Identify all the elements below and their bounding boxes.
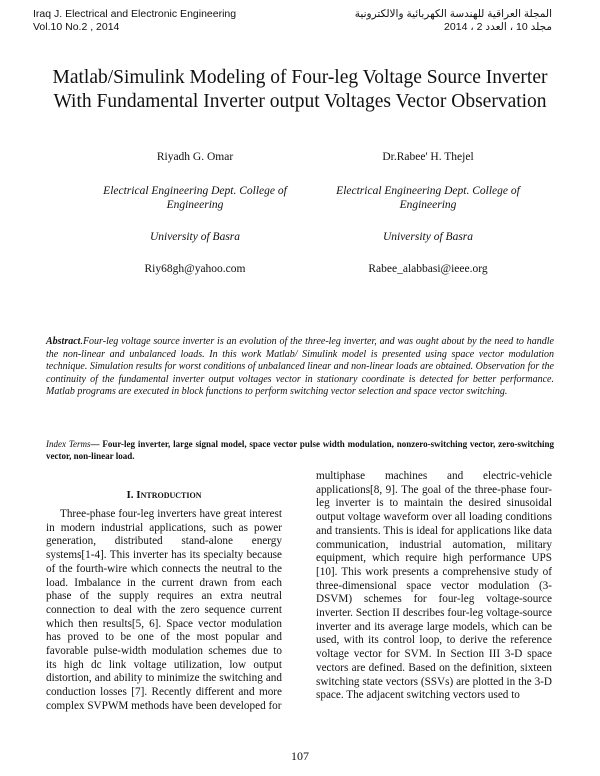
journal-name-arabic: المجلة العراقية للهندسة الكهربائية والالكترونية <box>354 8 552 20</box>
author-block-1 <box>85 150 305 276</box>
author-name: Riyadh G. Omar <box>156 151 234 163</box>
index-terms-text: Four-leg inverter, large signal model, space vector pulse width modulation, nonzero-switching vector, zero-switching vector, non-linear load. <box>46 439 555 461</box>
section-heading-text: I. Introduction <box>126 489 202 501</box>
author-university: University of Basra <box>149 231 241 243</box>
abstract <box>46 336 554 399</box>
journal-volume-arabic: مجلد 10 ، العدد 2 ، 2014 <box>444 21 552 33</box>
author-affiliation: Electrical Engineering Dept. College of Engineering <box>336 185 520 211</box>
author-affiliation: Electrical Engineering Dept. College of Engineering <box>103 185 287 211</box>
index-terms <box>46 438 554 462</box>
body-column-right: multiphase machines and electric-vehicle applications[8, 9]. The goal of the three-phase four-leg inverter is to maintain the desired sinusoidal output voltage waveform over all loading conditions and transients. This is ideal for applications like data communication, industrial automation, military equipment, which require high performance UPS [10]. This work presents a comprehensive study of three-dimensional space vector modulation (3-DSVM) schemes for four-leg voltage-source inverter. Section II describes four-leg voltage-source inverter and its average large models, which can be used, with its control loop, to derive the reference voltage vector for SVM. In Section III 3-D space vectors are defined. Based on the definition, sixteen switching state vectors (SSVs) are plotted in the 3-D space. The adjacent switching vectors used to <box>316 470 552 702</box>
author-name: Dr.Rabee' H. Thejel <box>382 151 474 163</box>
author-block-2 <box>318 150 538 276</box>
page-number: 107 <box>291 749 309 763</box>
journal-name: Iraq J. Electrical and Electronic Engineering <box>33 8 237 20</box>
paper-title: Matlab/Simulink Modeling of Four-leg Voltage Source Inverter With Fundamental Inverter output Voltages Vector Observation <box>52 67 548 112</box>
journal-header-arabic <box>355 8 552 34</box>
abstract-text: .Four-leg voltage source inverter is an evolution of the three-leg inverter, and was ought about by the need to handle the non-linear and unbalanced loads. In this work Matlab/ Simulink model is presented using space vector modulation technique. Simulation results for worst conditions of unbalanced linear and non-linear loads are obtained. Observation for the continuity of the fundamental inverter output voltages vector in stationary coordinate is detected for better performance. Matlab programs are executed in block functions to perform switching vector selection and space vector switching. <box>46 336 554 397</box>
author-university: University of Basra <box>382 231 474 243</box>
body-column-left: Three-phase four-leg inverters have great interest in modern industrial applications, such as power generation, distributed stand-alone energy systems[1-4]. This inverter has its specialty because of the fourth-wire which connects the neutral to the load. Imbalance in the current drawn from each phase of the supply requires an extra neutral connection to deal with the zero sequence current which then results[5, 6]. Space vector modulation has proved to be one of the most popular and favorable pulse-width modulation schemes due to its high dc link voltage utilization, low output distortion, and ability to minimize the switching and conduction losses [7]. Recently different and more complex SVPWM methods have been developed for <box>46 508 282 712</box>
journal-volume: Vol.10 No.2 , 2014 <box>33 21 120 33</box>
index-terms-label: Index Terms <box>46 439 91 449</box>
author-email: Rabee_alabbasi@ieee.org <box>368 263 488 275</box>
section-heading <box>46 489 282 501</box>
journal-header-english <box>33 8 236 34</box>
index-terms-dash: — <box>90 439 103 449</box>
abstract-label: Abstract <box>46 336 81 347</box>
author-email: Riy68gh@yahoo.com <box>144 263 246 275</box>
